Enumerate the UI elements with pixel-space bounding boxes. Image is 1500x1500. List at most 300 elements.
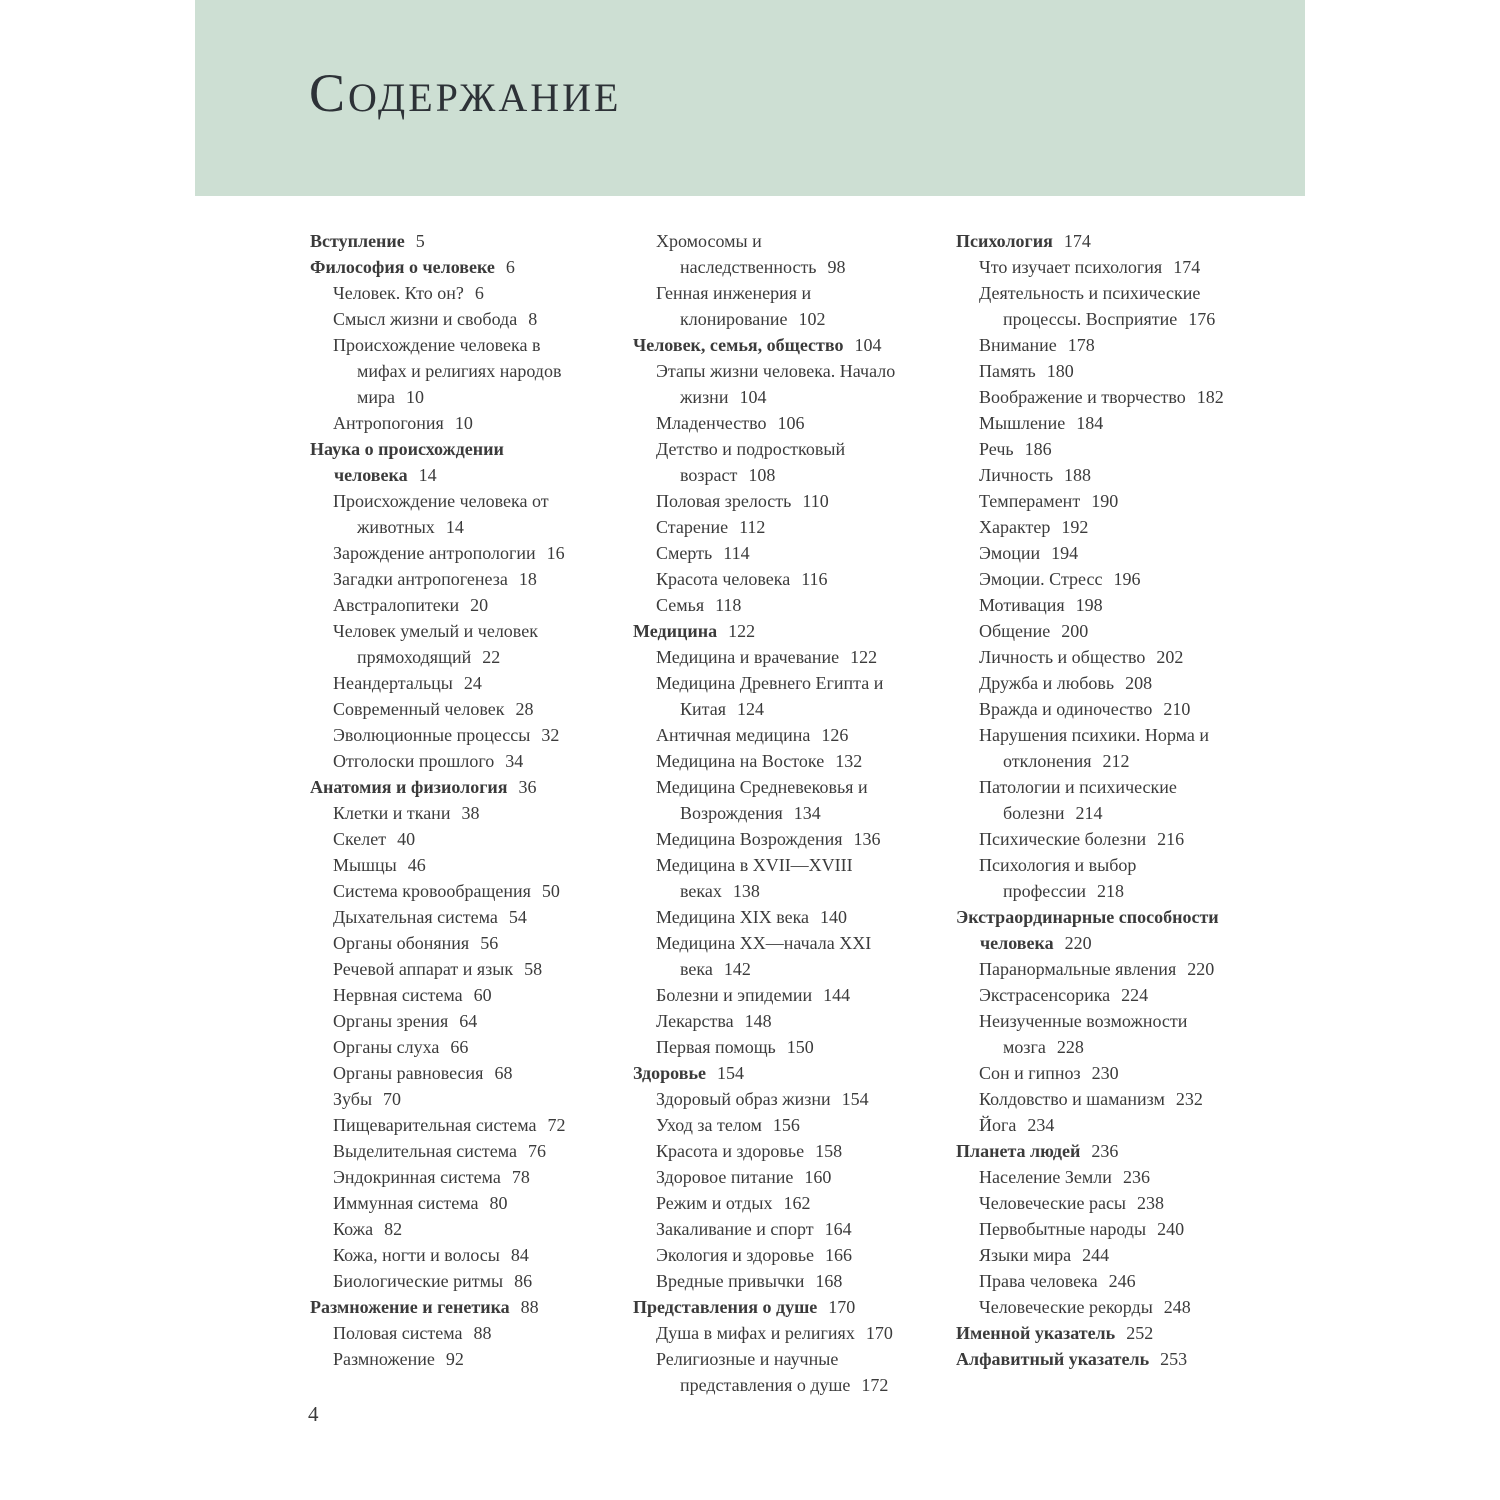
toc-entry-page: 6 <box>474 283 484 303</box>
toc-entry <box>956 1112 1229 1138</box>
toc-entry-title: Эмоции. Стресс <box>979 569 1103 589</box>
toc-entry-page: 132 <box>835 751 863 771</box>
toc-entry <box>633 904 906 930</box>
toc-entry-page: 104 <box>854 335 882 355</box>
toc-entry-title: Размножение и генетика <box>310 1297 510 1317</box>
toc-entry-title: Экстрасенсорика <box>979 985 1111 1005</box>
toc-entry-title: Неизученные возможности мозга <box>979 1011 1188 1057</box>
toc-entry-page: 244 <box>1082 1245 1110 1265</box>
toc-entry-title: Эндокринная система <box>333 1167 501 1187</box>
toc-entry-page: 182 <box>1196 387 1224 407</box>
toc-entry-page: 14 <box>445 517 464 537</box>
toc-entry-title: Медицина Древнего Египта и Китая <box>656 673 884 719</box>
toc-entry-page: 253 <box>1160 1349 1188 1369</box>
toc-entry-title: Органы обоняния <box>333 933 470 953</box>
toc-entry <box>633 566 906 592</box>
toc-entry-page: 176 <box>1188 309 1216 329</box>
toc-entry-page: 14 <box>418 465 437 485</box>
toc-entry-page: 220 <box>1064 933 1092 953</box>
toc-entry <box>956 410 1229 436</box>
toc-entry-page: 144 <box>823 985 851 1005</box>
toc-entry-title: Анатомия и физиология <box>310 777 508 797</box>
toc-entry <box>956 644 1229 670</box>
toc-entry <box>956 1216 1229 1242</box>
toc-entry-page: 56 <box>480 933 499 953</box>
toc-entry <box>633 358 906 410</box>
toc-entry-title: Нервная система <box>333 985 463 1005</box>
toc-entry-title: Медицина <box>633 621 718 641</box>
toc-entry <box>956 956 1229 982</box>
toc-entry-page: 10 <box>406 387 425 407</box>
toc-entry-page: 68 <box>494 1063 513 1083</box>
toc-entry <box>633 1112 906 1138</box>
table-of-contents <box>310 228 1229 1398</box>
toc-entry <box>956 540 1229 566</box>
toc-entry-title: Колдовство и шаманизм <box>979 1089 1165 1109</box>
toc-entry <box>310 1294 583 1320</box>
toc-entry-page: 202 <box>1156 647 1184 667</box>
toc-entry <box>310 1138 583 1164</box>
toc-entry <box>310 982 583 1008</box>
toc-entry <box>310 1320 583 1346</box>
toc-entry-title: Младенчество <box>656 413 767 433</box>
toc-entry-page: 194 <box>1051 543 1079 563</box>
toc-entry <box>956 1346 1229 1372</box>
toc-entry <box>956 280 1229 332</box>
toc-entry-page: 198 <box>1075 595 1103 615</box>
toc-entry-title: Здоровый образ жизни <box>656 1089 831 1109</box>
toc-entry <box>956 1268 1229 1294</box>
toc-entry-title: Человек, семья, общество <box>633 335 844 355</box>
toc-entry-title: Патологии и психические болезни <box>979 777 1177 823</box>
toc-entry-title: Этапы жизни человека. Начало жизни <box>656 361 896 407</box>
toc-entry-title: Болезни и эпидемии <box>656 985 813 1005</box>
toc-entry-title: Мышление <box>979 413 1066 433</box>
toc-entry-page: 150 <box>786 1037 814 1057</box>
toc-entry-title: Дружба и любовь <box>979 673 1115 693</box>
toc-entry-page: 38 <box>461 803 480 823</box>
toc-entry-page: 136 <box>853 829 881 849</box>
toc-entry-page: 66 <box>450 1037 469 1057</box>
toc-entry <box>956 228 1229 254</box>
toc-entry <box>956 254 1229 280</box>
toc-entry <box>310 1268 583 1294</box>
toc-entry-title: Генная инженерия и клонирование <box>656 283 812 329</box>
toc-entry-title: Уход за телом <box>656 1115 762 1135</box>
toc-entry-title: Нарушения психики. Норма и отклонения <box>979 725 1210 771</box>
toc-entry-title: Зарождение антропологии <box>333 543 536 563</box>
toc-entry <box>310 852 583 878</box>
toc-entry <box>310 956 583 982</box>
toc-entry <box>310 930 583 956</box>
toc-entry <box>633 1164 906 1190</box>
toc-entry-page: 168 <box>815 1271 843 1291</box>
toc-entry <box>310 410 583 436</box>
toc-entry <box>310 592 583 618</box>
toc-entry-title: Человек. Кто он? <box>333 283 464 303</box>
toc-entry-page: 224 <box>1121 985 1149 1005</box>
toc-entry-page: 164 <box>824 1219 852 1239</box>
toc-entry-title: Размножение <box>333 1349 435 1369</box>
toc-entry <box>310 774 583 800</box>
toc-entry-page: 238 <box>1137 1193 1165 1213</box>
toc-entry-title: Медицина на Востоке <box>656 751 825 771</box>
toc-entry <box>956 826 1229 852</box>
toc-entry <box>310 1190 583 1216</box>
toc-entry <box>956 488 1229 514</box>
toc-entry-title: Память <box>979 361 1036 381</box>
toc-entry-title: Античная медицина <box>656 725 811 745</box>
toc-entry-title: Неандертальцы <box>333 673 453 693</box>
toc-entry <box>633 1008 906 1034</box>
toc-entry-title: Алфавитный указатель <box>956 1349 1150 1369</box>
toc-entry-page: 34 <box>505 751 524 771</box>
toc-entry-page: 72 <box>547 1115 566 1135</box>
toc-entry <box>956 852 1229 904</box>
toc-entry <box>310 540 583 566</box>
toc-entry-page: 154 <box>841 1089 869 1109</box>
toc-entry <box>633 436 906 488</box>
toc-entry <box>956 358 1229 384</box>
toc-entry-title: Медицина и врачевание <box>656 647 840 667</box>
toc-entry-title: Закаливание и спорт <box>656 1219 814 1239</box>
toc-entry <box>633 410 906 436</box>
toc-entry <box>633 514 906 540</box>
toc-entry-title: Система кровообращения <box>333 881 531 901</box>
toc-entry <box>956 384 1229 410</box>
toc-entry-title: Йога <box>979 1115 1017 1135</box>
toc-entry-page: 50 <box>541 881 560 901</box>
toc-entry-title: Темперамент <box>979 491 1081 511</box>
toc-entry-page: 36 <box>518 777 537 797</box>
toc-entry-page: 212 <box>1102 751 1130 771</box>
toc-entry-title: Речь <box>979 439 1014 459</box>
toc-entry-page: 200 <box>1061 621 1089 641</box>
toc-entry-title: Здоровье <box>633 1063 706 1083</box>
toc-entry-title: Наука о происхождении человека <box>310 439 504 485</box>
toc-entry <box>310 878 583 904</box>
toc-entry-page: 64 <box>459 1011 478 1031</box>
toc-entry-title: Вредные привычки <box>656 1271 805 1291</box>
toc-entry-page: 186 <box>1024 439 1052 459</box>
toc-entry-page: 166 <box>825 1245 853 1265</box>
toc-entry-page: 70 <box>383 1089 402 1109</box>
toc-entry-page: 8 <box>528 309 538 329</box>
header-band <box>195 0 1305 196</box>
toc-entry-page: 140 <box>820 907 848 927</box>
toc-entry <box>956 1060 1229 1086</box>
toc-entry-title: Режим и отдых <box>656 1193 773 1213</box>
toc-entry-title: Мышцы <box>333 855 397 875</box>
toc-entry-page: 82 <box>384 1219 403 1239</box>
toc-entry-page: 84 <box>510 1245 529 1265</box>
toc-entry-title: Общение <box>979 621 1051 641</box>
toc-entry <box>310 1242 583 1268</box>
toc-entry <box>310 1164 583 1190</box>
toc-entry-page: 142 <box>723 959 751 979</box>
toc-entry-page: 86 <box>514 1271 533 1291</box>
toc-entry-page: 170 <box>865 1323 893 1343</box>
toc-entry-title: Здоровое питание <box>656 1167 794 1187</box>
toc-entry-title: Внимание <box>979 335 1057 355</box>
toc-entry-title: Психология <box>956 231 1053 251</box>
toc-entry <box>633 280 906 332</box>
toc-entry <box>633 1346 906 1398</box>
toc-entry <box>310 670 583 696</box>
toc-column-3 <box>956 228 1229 1398</box>
toc-entry <box>310 748 583 774</box>
toc-entry <box>956 1138 1229 1164</box>
toc-entry-page: 124 <box>737 699 764 719</box>
toc-entry-title: Происхождение человека от животных <box>333 491 549 537</box>
toc-entry-title: Человек умелый и человек прямоходящий <box>333 621 538 667</box>
toc-entry-page: 60 <box>473 985 492 1005</box>
toc-entry-title: Вражда и одиночество <box>979 699 1153 719</box>
toc-entry <box>956 566 1229 592</box>
toc-entry-title: Планета людей <box>956 1141 1081 1161</box>
toc-entry <box>633 774 906 826</box>
toc-entry-title: Экология и здоровье <box>656 1245 815 1265</box>
toc-entry <box>633 930 906 982</box>
toc-entry-page: 122 <box>728 621 756 641</box>
toc-entry-page: 116 <box>801 569 828 589</box>
toc-entry-title: Хромосомы и наследственность <box>656 231 817 277</box>
toc-entry-title: Характер <box>979 517 1051 537</box>
toc-entry <box>956 1190 1229 1216</box>
toc-entry-page: 240 <box>1157 1219 1185 1239</box>
toc-entry <box>310 1060 583 1086</box>
toc-entry-page: 88 <box>520 1297 539 1317</box>
toc-entry-title: Половая зрелость <box>656 491 792 511</box>
toc-entry-title: Зубы <box>333 1089 373 1109</box>
toc-entry <box>956 1008 1229 1060</box>
toc-entry-title: Воображение и творчество <box>979 387 1186 407</box>
toc-entry <box>956 904 1229 956</box>
toc-entry <box>310 696 583 722</box>
toc-entry-page: 218 <box>1096 881 1124 901</box>
toc-entry-page: 156 <box>772 1115 800 1135</box>
toc-entry-title: Кожа, ногти и волосы <box>333 1245 500 1265</box>
toc-entry-page: 174 <box>1173 257 1201 277</box>
toc-entry-page: 232 <box>1175 1089 1203 1109</box>
toc-entry <box>310 306 583 332</box>
toc-entry <box>310 1346 583 1372</box>
toc-entry <box>956 774 1229 826</box>
toc-entry-title: Население Земли <box>979 1167 1112 1187</box>
toc-entry-page: 160 <box>804 1167 832 1187</box>
toc-entry-page: 28 <box>515 699 534 719</box>
toc-entry <box>633 488 906 514</box>
toc-entry-title: Человеческие рекорды <box>979 1297 1153 1317</box>
toc-entry <box>633 228 906 280</box>
toc-entry <box>310 618 583 670</box>
toc-entry-title: Языки мира <box>979 1245 1072 1265</box>
toc-entry <box>633 1086 906 1112</box>
toc-entry-page: 106 <box>777 413 805 433</box>
toc-entry-page: 112 <box>739 517 766 537</box>
toc-entry <box>310 826 583 852</box>
toc-entry-title: Религиозные и научные представления о душе <box>656 1349 851 1395</box>
toc-entry-title: Психические болезни <box>979 829 1147 849</box>
toc-entry <box>310 566 583 592</box>
toc-entry <box>956 592 1229 618</box>
toc-entry <box>310 1034 583 1060</box>
toc-entry <box>310 254 583 280</box>
toc-entry-page: 210 <box>1163 699 1191 719</box>
toc-entry-page: 180 <box>1046 361 1074 381</box>
toc-entry-page: 174 <box>1063 231 1091 251</box>
toc-entry-title: Загадки антропогенеза <box>333 569 508 589</box>
toc-entry-page: 134 <box>793 803 821 823</box>
toc-entry <box>310 800 583 826</box>
toc-entry <box>956 722 1229 774</box>
toc-entry <box>956 1086 1229 1112</box>
toc-entry <box>310 1112 583 1138</box>
toc-entry <box>633 618 906 644</box>
toc-entry-page: 104 <box>739 387 767 407</box>
toc-entry-title: Половая система <box>333 1323 463 1343</box>
toc-entry-title: Биологические ритмы <box>333 1271 504 1291</box>
toc-entry <box>633 592 906 618</box>
toc-entry <box>633 1138 906 1164</box>
toc-entry-page: 154 <box>716 1063 744 1083</box>
toc-entry-page: 184 <box>1076 413 1104 433</box>
toc-entry-title: Иммунная система <box>333 1193 479 1213</box>
toc-entry-title: Личность <box>979 465 1054 485</box>
toc-entry-title: Медицина Средневековья и Возрождения <box>656 777 868 823</box>
toc-entry-title: Современный человек <box>333 699 505 719</box>
toc-entry-page: 54 <box>508 907 527 927</box>
toc-entry-title: Органы зрения <box>333 1011 449 1031</box>
toc-entry-title: Что изучает психология <box>979 257 1163 277</box>
toc-entry <box>633 722 906 748</box>
toc-entry <box>633 1320 906 1346</box>
toc-entry <box>633 1294 906 1320</box>
toc-entry <box>310 280 583 306</box>
toc-entry-title: Медицина Возрождения <box>656 829 843 849</box>
toc-entry-title: Первая помощь <box>656 1037 776 1057</box>
toc-entry-title: Именной указатель <box>956 1323 1116 1343</box>
toc-entry-page: 188 <box>1064 465 1092 485</box>
toc-entry-title: Вступление <box>310 231 405 251</box>
toc-entry <box>633 332 906 358</box>
toc-entry <box>956 332 1229 358</box>
toc-entry-page: 16 <box>546 543 565 563</box>
toc-entry-title: Психология и выбор профессии <box>979 855 1137 901</box>
toc-entry-page: 58 <box>524 959 543 979</box>
toc-entry <box>310 436 583 488</box>
toc-entry <box>633 1190 906 1216</box>
toc-entry-page: 6 <box>505 257 515 277</box>
toc-entry <box>956 462 1229 488</box>
toc-entry <box>633 1216 906 1242</box>
toc-entry <box>633 852 906 904</box>
toc-entry-page: 40 <box>397 829 416 849</box>
toc-entry-page: 24 <box>463 673 482 693</box>
toc-entry <box>956 618 1229 644</box>
toc-entry-page: 230 <box>1091 1063 1119 1083</box>
toc-entry-title: Дыхательная система <box>333 907 498 927</box>
toc-entry-page: 92 <box>445 1349 464 1369</box>
toc-entry-page: 246 <box>1108 1271 1136 1291</box>
toc-entry-title: Кожа <box>333 1219 374 1239</box>
toc-entry-title: Органы слуха <box>333 1037 440 1057</box>
toc-entry-title: Выделительная система <box>333 1141 518 1161</box>
toc-entry-title: Эмоции <box>979 543 1041 563</box>
toc-entry-page: 46 <box>407 855 426 875</box>
toc-entry-page: 236 <box>1122 1167 1150 1187</box>
toc-entry-title: Права человека <box>979 1271 1098 1291</box>
toc-entry-page: 196 <box>1113 569 1141 589</box>
toc-entry <box>633 540 906 566</box>
toc-entry-title: Паранормальные явления <box>979 959 1177 979</box>
toc-entry <box>956 1242 1229 1268</box>
toc-entry-title: Лекарства <box>656 1011 734 1031</box>
toc-entry-page: 22 <box>482 647 501 667</box>
toc-entry-title: Старение <box>656 517 729 537</box>
toc-column-2 <box>633 228 906 1398</box>
toc-entry-title: Деятельность и психические процессы. Восприятие <box>979 283 1201 329</box>
toc-entry <box>956 514 1229 540</box>
toc-entry <box>310 722 583 748</box>
toc-entry <box>633 1060 906 1086</box>
toc-entry-title: Смерть <box>656 543 713 563</box>
toc-entry-title: Душа в мифах и религиях <box>656 1323 855 1343</box>
toc-entry-title: Детство и подростковый возраст <box>656 439 846 485</box>
toc-entry-page: 220 <box>1187 959 1215 979</box>
toc-entry-page: 216 <box>1157 829 1185 849</box>
toc-entry <box>310 332 583 410</box>
toc-entry-page: 252 <box>1126 1323 1154 1343</box>
toc-entry-title: Первобытные народы <box>979 1219 1147 1239</box>
toc-entry-page: 138 <box>732 881 760 901</box>
toc-entry <box>956 1164 1229 1190</box>
toc-entry <box>633 1034 906 1060</box>
toc-entry-page: 5 <box>415 231 425 251</box>
toc-entry-title: Эволюционные процессы <box>333 725 531 745</box>
toc-entry-title: Антропогония <box>333 413 444 433</box>
toc-entry-page: 172 <box>861 1375 889 1395</box>
toc-entry <box>956 696 1229 722</box>
toc-entry-title: Органы равновесия <box>333 1063 484 1083</box>
toc-entry-page: 18 <box>518 569 537 589</box>
toc-entry <box>633 982 906 1008</box>
toc-entry-title: Семья <box>656 595 705 615</box>
toc-entry <box>633 670 906 722</box>
toc-entry-page: 98 <box>827 257 846 277</box>
toc-entry-page: 102 <box>798 309 826 329</box>
toc-entry-page: 76 <box>528 1141 547 1161</box>
toc-entry-title: Медицина в XVII—XVIII веках <box>656 855 853 901</box>
toc-entry-title: Скелет <box>333 829 387 849</box>
toc-entry-page: 126 <box>821 725 849 745</box>
toc-entry-page: 214 <box>1075 803 1103 823</box>
toc-entry-page: 80 <box>489 1193 508 1213</box>
toc-entry <box>633 748 906 774</box>
toc-entry-page: 170 <box>828 1297 856 1317</box>
toc-entry-title: Австралопитеки <box>333 595 460 615</box>
toc-entry-title: Красота человека <box>656 569 791 589</box>
toc-entry-page: 236 <box>1091 1141 1119 1161</box>
toc-entry-page: 162 <box>783 1193 811 1213</box>
toc-entry-title: Личность и общество <box>979 647 1146 667</box>
toc-entry-title: Медицина XX—начала XXI века <box>656 933 872 979</box>
toc-entry-page: 78 <box>511 1167 530 1187</box>
toc-entry <box>633 1242 906 1268</box>
toc-entry-page: 148 <box>744 1011 772 1031</box>
toc-entry-title: Смысл жизни и свобода <box>333 309 518 329</box>
toc-entry <box>956 1294 1229 1320</box>
